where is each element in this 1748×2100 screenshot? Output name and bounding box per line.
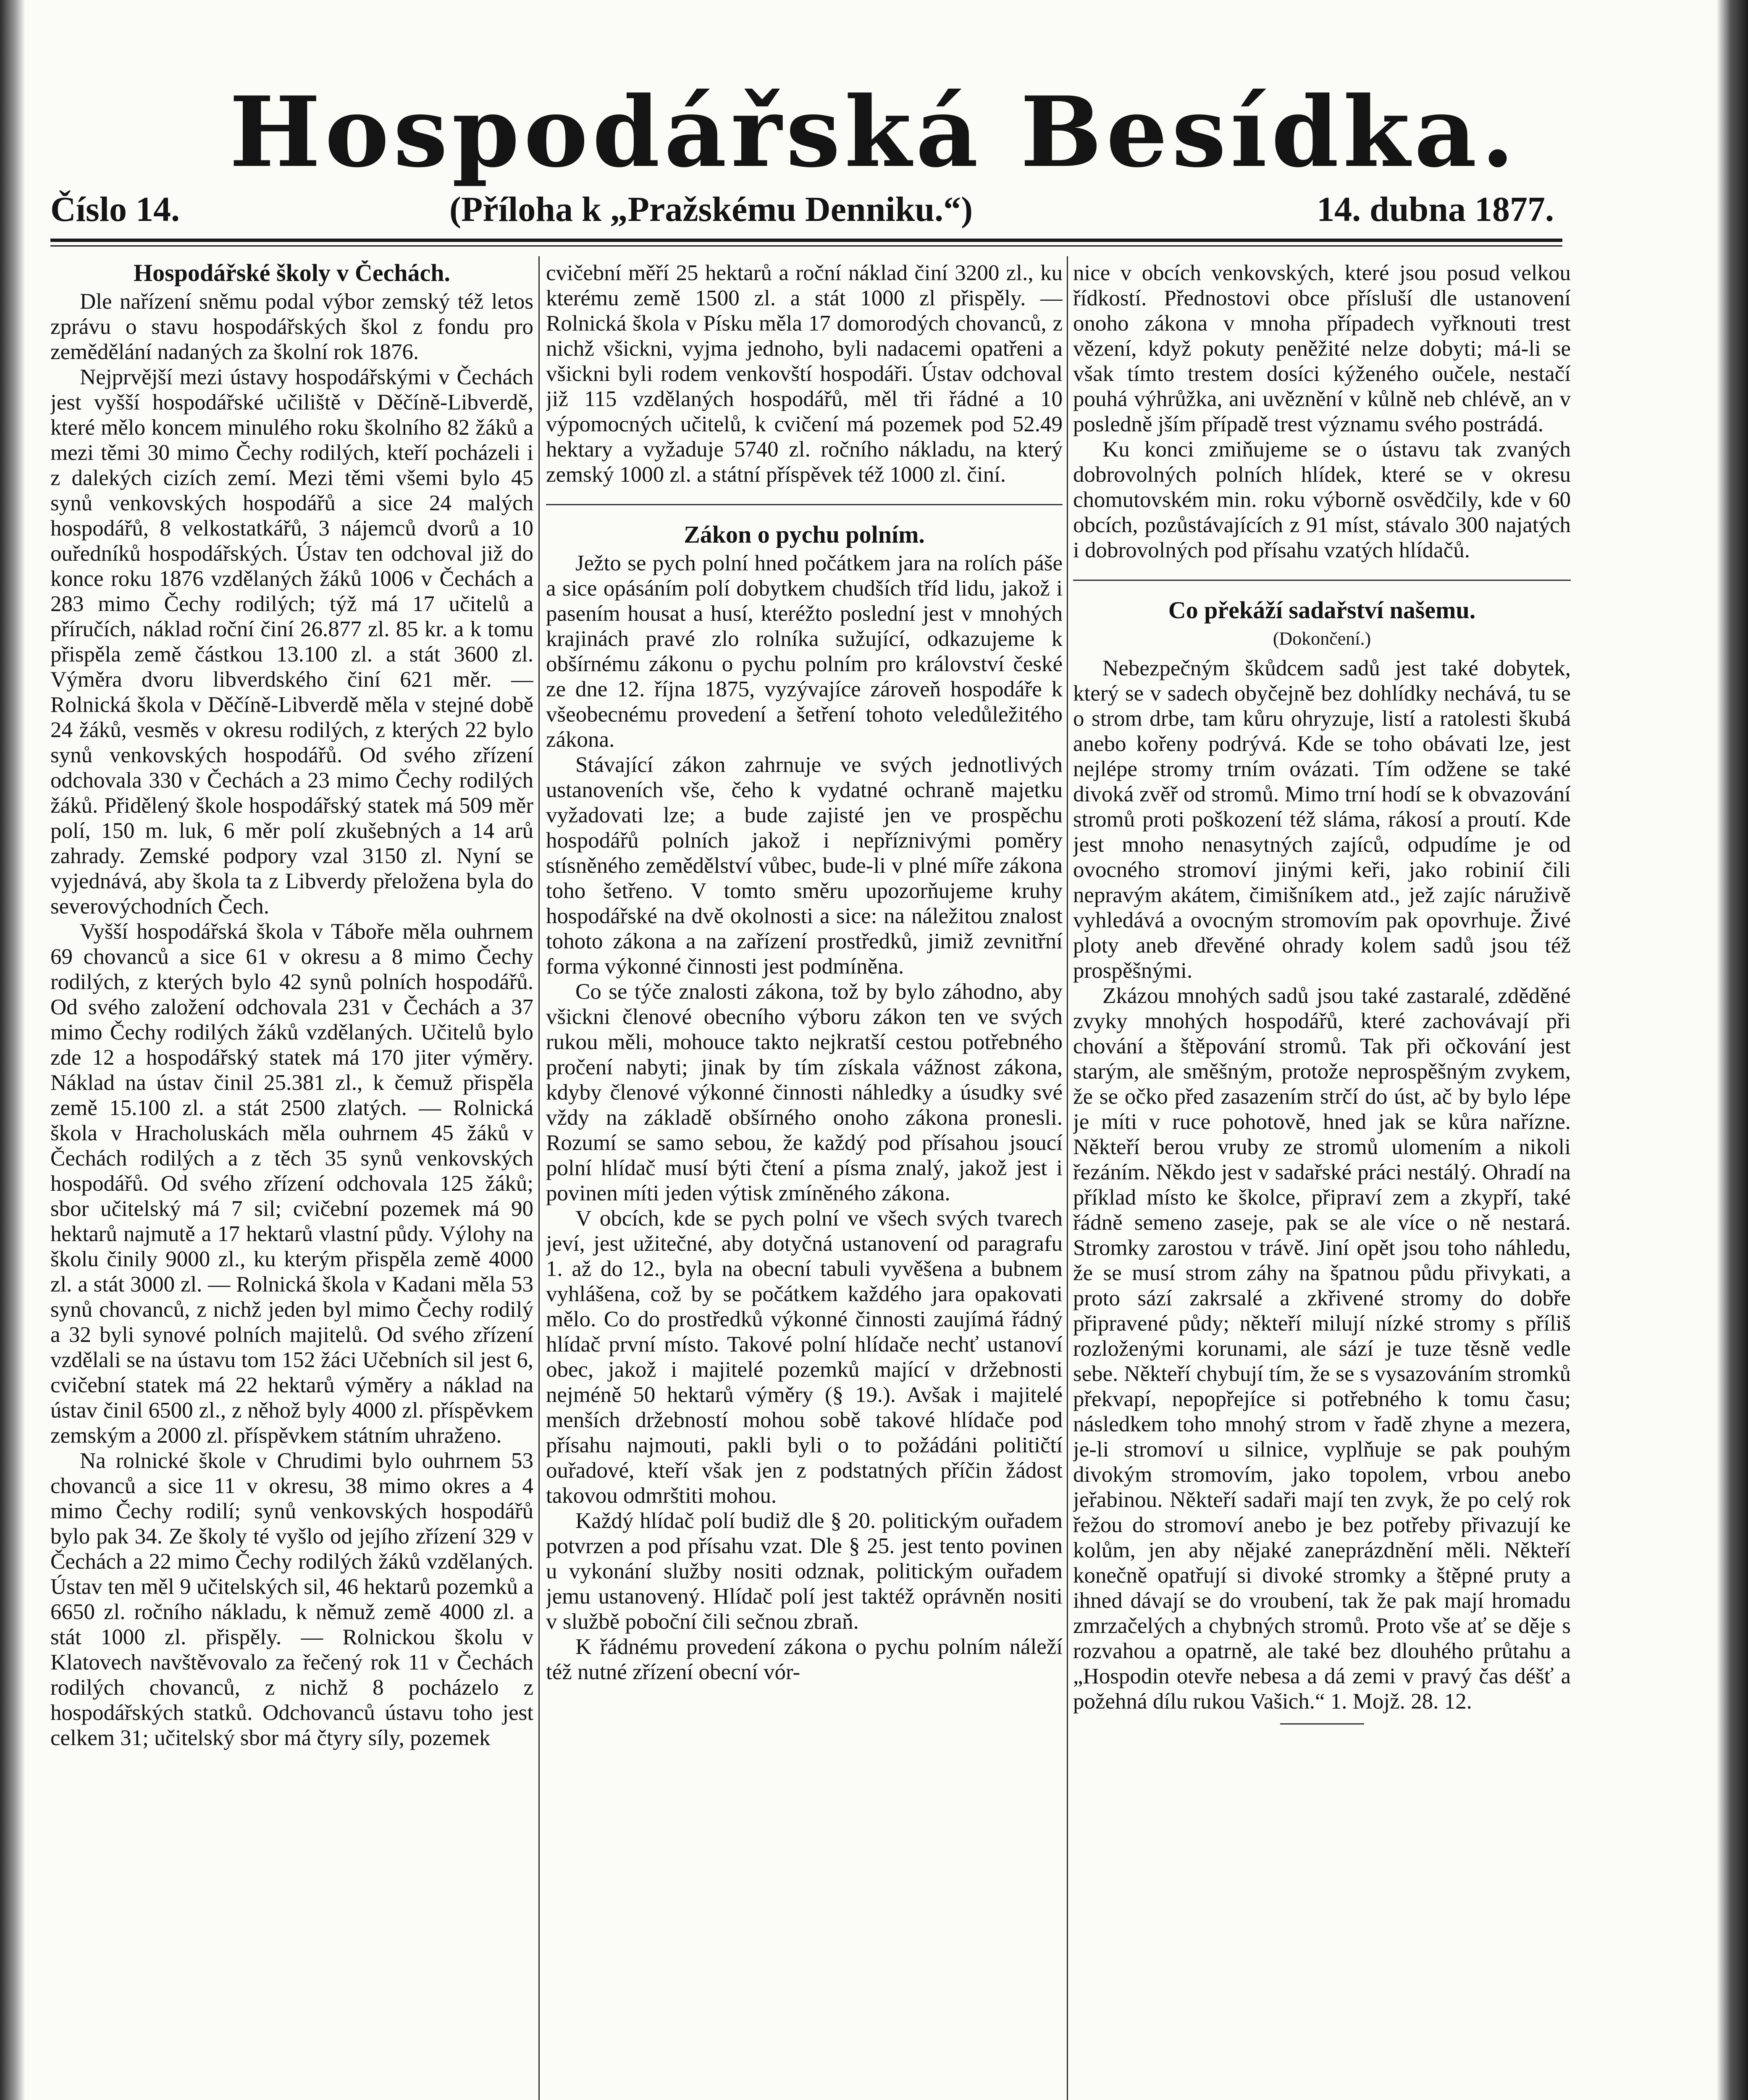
article-paragraph: Nejprvější mezi ústavy hospodářskými v Čechách jest vyšší hospodářské učiliště v Děčíně-Libverdě, které mělo koncem minulého roku školního 82 žáků a mezi těmi 30 mimo Čechy rodilých, kteří pocházeli i z dalekých cizích zemí. Mezi těmi všemi bylo 45 synů venkovských hospodářů a sice 24 malých hospodářů, 8 velkostatkářů, 3 nájemců dvorů a 10 ouředníků hospodářských. Ústav ten odchoval již do konce roku 1876 vzdělaných žáků 1006 v Čechách a 283 mimo Čechy rodilých; týž má 17 učitelů a příručích, náklad roční činí 26.877 zl. 85 kr. a k tomu přispěla země částkou 13.100 zl. a stát 3600 zl. Výměra dvoru libverdského činí 621 měr. — Rolnická škola v Děčíně-Libverdě měla v stejné době 24 žáků, vesměs v okresu rodilých, z kterých 22 bylo synů venkovských hospodářů. Od svého zřízení odchovala 330 v Čechách a 23 mimo Čechy rodilých žáků. Přidělený škole hospodářský statek má 509 měr polí, 150 m. luk, 6 měr polí zkušebných a 14 arů zahrady. Zemské podpory vzal 3150 zl. Nyní se vyjednává, aby škola ta z Libverdy přeložena byla do severovýchodních Čech. <box>50 365 533 919</box>
column-1 <box>50 260 533 2100</box>
article-continuation: nice v obcích venkovských, které jsou posud velkou řídkostí. Přednostovi obce přísluší dle ustanovení onoho zákona v mnoha případech vyřknouti trest vězení, když pokuty peněžité nelze dobyti; má-li se však tímto trestem dosíci kýženého oučele, nestačí pouhá výhrůžka, ani uvěznění v kůlně neb chlévě, an v posledně jším případě trest významu svého postrádá. <box>1073 261 1571 436</box>
scan-edge-right <box>1717 0 1748 2100</box>
article-paragraph: Dle nařízení sněmu podal výbor zemský též letos zprávu o stavu hospodářských škol z fondu pro zemědělání nadaných za školní rok 1876. <box>50 289 533 364</box>
article-paragraph: Stávající zákon zahrnuje ve svých jednotlivých ustanoveních vše, čeho k vydatné ochraně majetku vyžadovati lze; a bude zajisté jen ve prospěchu hospodářů polních jakož i nepříznivými poměry stísněného zemědělství vůbec, bude-li v plné míře zákona toho šetřeno. V tomto směru upozorňujeme kruhy hospodářské na dvě okolnosti a sice: na náležitou znalost tohoto zákona a na zařízení prostředků, jimiž zevnitřní forma výkonné činnosti jest podmíněna. <box>546 753 1063 979</box>
article-title-orchards: Co překáží sadařství našemu. <box>1168 596 1476 624</box>
scan-edge-left <box>0 0 25 2100</box>
article-paragraph: Každý hlídač polí budiž dle § 20. politickým ouřadem potvrzen a pod přísahu vzat. Dle § 25. jest tento povinen u vykonání služby nositi odznak, politickým ouřadem jemu ustanovený. Hlídač polí jest taktéž oprávněn nositi v službě poboční čili sečnou zbraň. <box>546 1509 1063 1634</box>
issue-date: 14. dubna 1877. <box>1317 190 1554 229</box>
article-paragraph: Ku konci zmiňujeme se o ústavu tak zvaných dobrovolných polních hlídek, které se v okresu chomutovském min. roku výborně osvědčily, kde v 60 obcích, pozůstávajících z 91 míst, stávalo 300 najatých i dobrovolných pod přísahu vzatých hlídačů. <box>1073 437 1571 562</box>
article-continuation: cvičební měří 25 hektarů a roční náklad činí 3200 zl., ku kterému země 1500 zl. a stát 1000 zl přispěly. — Rolnická škola v Písku měla 17 domorodých chovanců, z nichž všickni, vyjma jednoho, byli nadacemi opatřeni a všickni byli rodem venkovští hospodáři. Ústav odchoval již 115 vzdělaných hospodářů, měl tři řádné a 10 výpomocných učitelů, k cvičení má pozemek pod 52.49 hektary a vyžaduje 5740 zl. ročního nákladu, na který zemský 1000 zl. a státní příspěvek též 1000 zl. činí. <box>546 261 1063 487</box>
article-title-law: Zákon o pychu polním. <box>684 521 925 548</box>
section-rule <box>546 504 1063 505</box>
column-divider <box>1067 256 1068 2100</box>
header-rule-thin <box>50 245 1562 247</box>
column-2 <box>546 260 1063 2100</box>
article-paragraph: Na rolnické škole v Chrudimi bylo ouhrnem 53 chovanců a sice 11 v okresu, 38 mimo okres a 4 mimo Čechy rodilí; synů venkovských hospodářů bylo pak 34. Ze školy té vyšlo od jejího zřízení 329 v Čechách a 22 mimo Čechy rodilých žáků vzdělaných. Ústav ten měl 9 učitelských sil, 46 hektarů pozemků a 6650 zl. ročního nákladu, k němuž země 4000 zl. a stát 1000 zl. přispěly. — Rolnickou školu v Klatovech navštěvovalo za řečený rok 11 v Čechách rodilých chovanců, z nichž 8 pocházelo z hospodářských statků. Odchovanců ústavu toho jest celkem 31; učitelský sbor má čtyry síly, pozemek <box>50 1449 533 1750</box>
article-subtitle: (Dokončení.) <box>1273 628 1371 649</box>
article-paragraph: Vyšší hospodářská škola v Táboře měla ouhrnem 69 chovanců a sice 61 v okresu a 8 mimo Čechy rodilých, z kterých bylo 42 synů polních hospodářů. Od svého založení odchovala 231 v Čechách a 37 mimo Čechy rodilých žáků vzdělaných. Učitelů bylo zde 12 a hospodářský statek má 170 jiter výměry. Náklad na ústav činil 25.381 zl., k čemuž přispěla země 15.100 zl. a stát 2500 zlatých. — Rolnická škola v Hracholuskách měla ouhrnem 45 žáků v Čechách rodilých a z těch 35 synů venkovských hospodářů. Od svého zřízení odchovala 125 žáků; sbor učitelský má 7 sil; cvičební pozemek má 90 hektarů najmutě a 17 hektarů vlastní půdy. Výlohy na školu činily 9000 zl., ku kterým přispěla země 4000 zl. a stát 3000 zl. — Rolnická škola v Kadani měla 53 synů chovanců, z nichž jeden byl mimo Čechy rodilý a 32 byli synové polních majitelů. Od svého zřízení vzdělali se na ústavu tom 152 žáci Učebních sil jest 6, cvičební statek má 22 hektarů výměry a náklad na ústav činil 6500 zl., z něhož byly 4000 zl. příspěvkem zemským a 2000 zl. příspěvkem státním uhraženo. <box>50 919 533 1448</box>
issue-number: Číslo 14. <box>50 190 180 229</box>
masthead-title: Hospodářská Besídka. <box>229 76 1519 189</box>
article-paragraph: V obcích, kde se pych polní ve všech svých tvarech jeví, jest užitečné, aby dotyčná ustanovení od paragrafu 1. až do 12., byla na obecní tabuli vyvěšena a bubnem vyhlášena, což by se počátkem každého jara opakovati mělo. Co do prostředků výkonné činnosti zaujímá řádný hlídač první místo. Takové polní hlídače nechť ustanoví obec, jakož i majitelé pozemků mající v držebnosti nejméně 50 hektarů výměry (§ 19.). Avšak i majitelé menších držebností mohou sobě takové hlídače pod přísahu najmouti, pakli byli o to požádáni političtí ouřadové, kteří však jen z podstatných příčin žádost takovou odmrštiti mohou. <box>546 1206 1063 1508</box>
section-rule <box>1073 580 1571 581</box>
column-3 <box>1073 260 1571 2100</box>
article-title-schools: Hospodářské školy v Čechách. <box>133 260 451 286</box>
supplement-note: (Příloha k „Pražskému Denniku.“) <box>449 190 973 229</box>
article-paragraph: Zkázou mnohých sadů jsou také zastaralé, zděděné zvyky mnohých hospodářů, které zachovávají při chování a štěpování stromů. Tak při očkování jest starým, ale směšným, protože neprospěšným zvykem, že se očko před zasazením strčí do úst, ač by bylo lépe je míti v ruce pohotově, hned jak se kůra naříznе. Někteří berou vruby ze stromů ulomením a nikoli řezáním. Někdo jest v sadařské práci nestálý. Ohradí na příklad místo ke školce, připraví zem a zkypří, také řádně semeno zaseje, pak se ale více o ně nestará. Stromky zarostou v trávě. Jiní opět jsou toho náhledu, že se musí strom záhy na špatnou půdu přivykati, a proto sází zakrsalé a zkřivené stromy do dobře připravené půdy; někteří milují nízké stromy s příliš rozloženými korunami, ale sází je tuze těsně vedle sebe. Někteří chybují tím, že se s vysazováním stromků překvapí, nepopřejíce si potřebného k tomu času; následkem toho mnohý strom v řadě zhyne a mezera, je-li stromoví u silnice, vyplňuje se pak pouhým divokým stromovím, jako topolem, vrbou anebo jeřabinou. Někteří sadaři mají ten zvyk, že po celý rok řežou do stromoví anebo je bez potřeby přivazují ke kolům, jen aby nějaké zaneprázdnění měli. Někteří konečně opatřují si divoké stromky a štěpné pruty a ihned dávají se do vroubení, tak že pak mají hromadu zmrzačelých a chybných stromů. Proto vše ať se děje s rozvahou a opatrně, ale také bez dlouhého průtahu a „Hospodin otevře nebesa a dá zemi v pravý čas déšť a požehná dílu rukou Vašich.“ 1. Mojž. 28. 12. <box>1073 984 1571 1714</box>
end-rule <box>1280 1723 1364 1725</box>
issue-line <box>50 189 1554 239</box>
article-paragraph: Ježto se pych polní hned počátkem jara na rolích páše a sice opásáním polí dobytkem chudších tříd lidu, jakož i pasením housat a husí, kteréžto poslední jest v mnohých krajinách pravé zlo rolníka sužující, odkazujeme k obšírnému zákonu o pychu polním pro království české ze dne 12. října 1875, vyzývajíce zároveň hospodáře k všeobecnému provedení a šetření tohoto veledůležitého zákona. <box>546 551 1063 752</box>
article-paragraph: K řádnému provedení zákona o pychu polním náleží též nutné zřízení obecní vór- <box>546 1635 1063 1684</box>
column-divider <box>538 256 540 2100</box>
article-paragraph: Nebezpečným škůdcem sadů jest také dobytek, který se v sadech obyčejně bez dohlídky nechává, tu se o strom drbe, tam kůru ohryzuje, listí a ratolesti škubá anebo kořeny podrývá. Kde se toho obávati lze, jest nejlépe stromy trním ovázati. Tím odžene se také divoká zvěř od stromů. Mimo trní hodí se k obvazování stromů proti poškození též sláma, rákosí a proutí. Kde jest mnoho nenasytných zajíců, odpudíme je od ovocného stromoví jinými keři, jako robinií čili nepravým akátem, čimišníkem atd., jež zajíc náruživě vyhledává a ovocným stromovím pak opovrhuje. Živé ploty aneb dřevěné ohrady kolem sadů jsou též prospěšnými. <box>1073 656 1571 983</box>
article-paragraph: Co se týče znalosti zákona, tož by bylo záhodno, aby všickni členové obecního výboru zákon ten ve svých rukou měli, mohouce takto nejkratší cestou potřebného pročení nabyti; jinak by tím získala vážnost zákona, kdyby členové výkonné činnosti náhledky a úsudky své vždy na základě obšírného onoho zákona pronesli. Rozumí se samo sebou, že každý pod přísahou jsoucí polní hlídač musí býti čtení a písma znalý, jakož jest i povinen míti jeden výtisk zmíněného zákona. <box>546 979 1063 1205</box>
header-rule <box>50 239 1562 242</box>
